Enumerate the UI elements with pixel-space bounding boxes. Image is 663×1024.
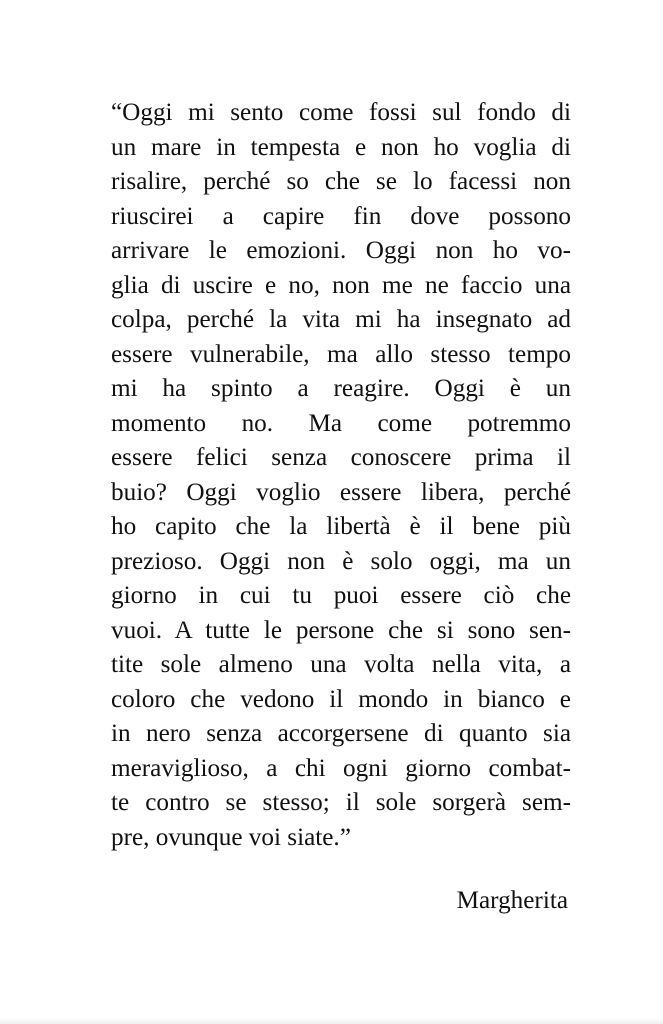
quote-line-5: arrivare le emozioni. Oggi non ho vo-	[111, 237, 571, 264]
quote-line-9: mi ha spinto a reagire. Oggi è un	[111, 375, 571, 402]
quote-line-11: essere felici senza conoscere prima il	[111, 444, 571, 471]
quote-line-2: un mare in tempesta e non ho voglia di	[111, 133, 571, 161]
quote-line-17: tite sole almeno una volta nella vita, a	[111, 651, 571, 678]
quote-line-16: vuoi. A tutte le persone che si sono sen-	[111, 616, 571, 644]
quote-text-block	[111, 96, 571, 855]
quote-line-15: giorno in cui tu puoi essere ciò che	[111, 582, 571, 609]
quote-line-14: prezioso. Oggi non è solo oggi, ma un	[111, 547, 571, 575]
quote-line-8: essere vulnerabile, ma allo stesso tempo	[111, 340, 571, 368]
quote-line-22: pre, ovunque voi siate.”	[111, 823, 351, 851]
quote-line-7: colpa, perché la vita mi ha insegnato ad	[111, 306, 571, 333]
quote-line-12: buio? Oggi voglio essere libera, perché	[111, 478, 571, 506]
quote-line-6: glia di uscire e no, non me ne faccio una	[111, 271, 571, 299]
quote-line-13: ho capito che la libertà è il bene più	[111, 513, 571, 540]
quote-line-4: riuscirei a capire fin dove possono	[111, 202, 571, 230]
quote-line-3: risalire, perché so che se lo facessi non	[111, 168, 571, 195]
quote-line-1: “Oggi mi sento come fossi sul fondo di	[111, 99, 571, 126]
quote-line-21: te contro se stesso; il sole sorgerà sem-	[111, 789, 571, 816]
page-bottom-edge	[0, 1018, 663, 1024]
author-signature: Margherita	[456, 887, 568, 914]
quote-line-19: in nero senza accorgersene di quanto sia	[111, 720, 571, 747]
quote-line-18: coloro che vedono il mondo in bianco e	[111, 685, 571, 713]
quote-line-20: meraviglioso, a chi ogni giorno combat-	[111, 754, 571, 782]
quote-line-10: momento no. Ma come potremmo	[111, 409, 571, 437]
